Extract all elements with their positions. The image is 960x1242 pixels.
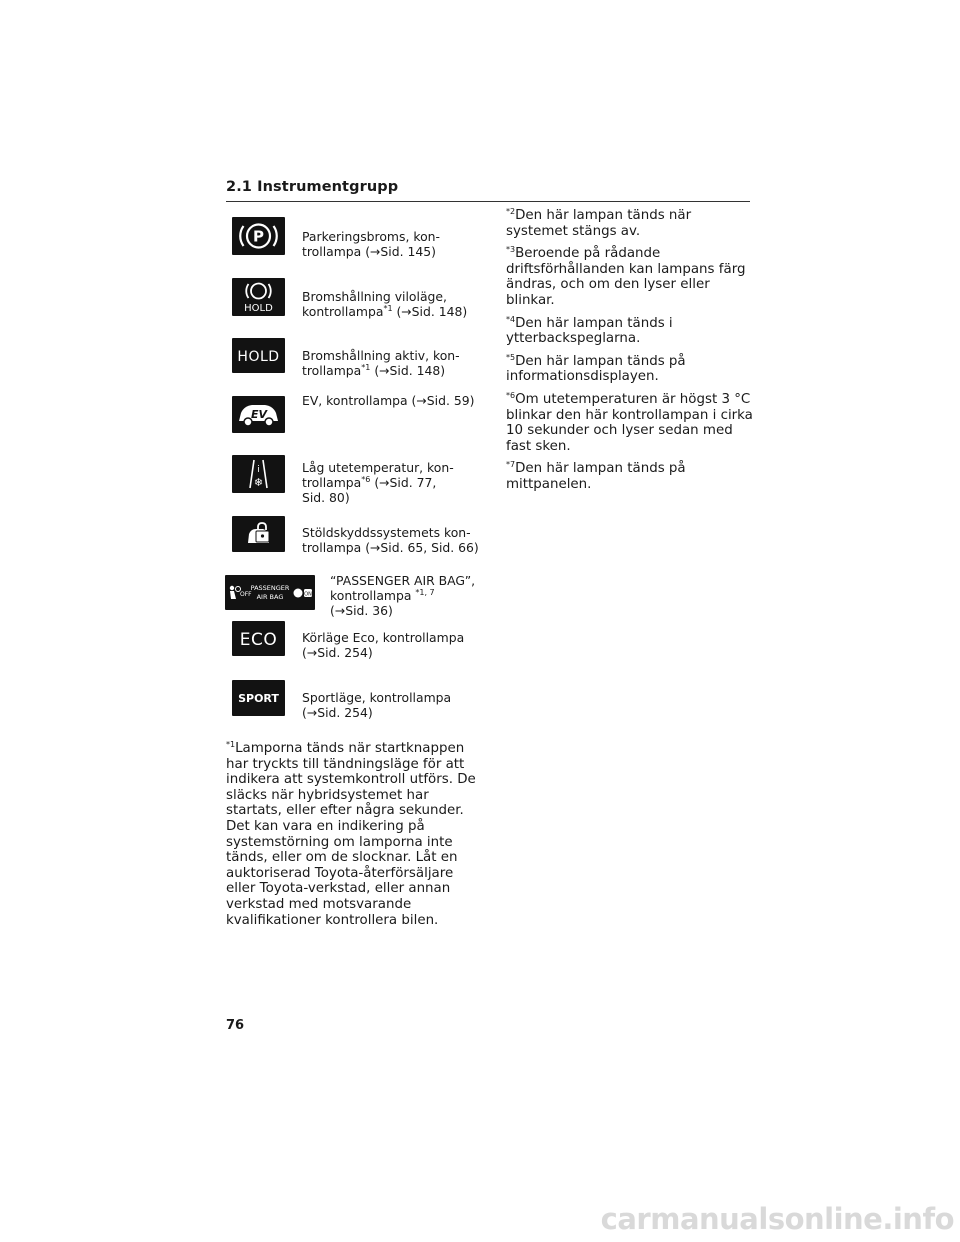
brake-hold-standby-icon <box>232 278 285 316</box>
airbag-on-label: ON <box>304 591 312 598</box>
svg-text:P: P <box>253 227 264 246</box>
footnote-1: $^{*1}$Lamporna tänds när startknappen har tryckts till tändningsläge för att indikera att systemkontroll utförs. De släcks när hybridsystemet har startats, eller efter några sekunder. Det kan vara en indikering på systemstörning om lamporna inte tänds, eller om de slocknar. Låt en auktoriserad Toyota-återförsäljare eller Toyota-verkstad, eller annan verkstad med motsvarande kvalifikationer kontrollera bilen. <box>226 740 476 928</box>
sport-mode-icon <box>232 680 285 716</box>
svg-text:i: i <box>257 465 260 475</box>
hold-label: HOLD <box>237 349 280 365</box>
indicator-desc: Parkeringsbroms, kon- trollampa (→Sid. 145) <box>302 229 440 259</box>
indicator-desc: Körläge Eco, kontrollampa (→Sid. 254) <box>302 630 465 660</box>
eco-mode-icon <box>232 621 285 656</box>
footnotes-right <box>506 208 754 500</box>
footnote-7: $^{*7}$Den här lampan tänds på mittpanelen. <box>506 460 686 492</box>
ev-label: EV <box>250 408 268 421</box>
watermark: carmanualsonline.info <box>600 1202 954 1236</box>
low-temperature-icon <box>232 455 285 493</box>
brake-hold-active-icon <box>232 338 285 373</box>
indicator-desc: Bromshållning viloläge, kontrollampa$^{*1}$ (→Sid. 148) <box>302 289 468 319</box>
section-title: 2.1 Instrumentgrupp <box>226 179 399 195</box>
indicator-desc: Låg utetemperatur, kon- trollampa$^{*6}$ (→Sid. 77, Sid. 80) <box>302 460 454 505</box>
footnote-6: $^{*6}$Om utetemperaturen är högst 3 °C blinkar den här kontrollampan i cirka 10 sekunder och lyser sedan med fast sken. <box>506 390 753 454</box>
footnote-5: $^{*5}$Den här lampan tänds på informationsdisplayen. <box>506 352 686 385</box>
passenger-airbag-icon <box>225 575 315 610</box>
hold-small-label: HOLD <box>244 303 273 314</box>
airbag-off-label: OFF <box>240 591 252 598</box>
parking-brake-icon <box>232 217 285 255</box>
section-header <box>226 179 750 202</box>
page-number: 76 <box>226 1018 245 1033</box>
sport-label: SPORT <box>238 692 279 705</box>
ev-car-icon <box>232 396 285 433</box>
eco-label: ECO <box>239 630 278 650</box>
indicator-desc: Sportläge, kontrollampa (→Sid. 254) <box>302 690 452 720</box>
indicator-desc: Bromshållning aktiv, kon- trollampa$^{*1}$ (→Sid. 148) <box>302 348 460 378</box>
svg-text:❄: ❄ <box>253 476 264 489</box>
security-lock-icon <box>232 516 285 552</box>
airbag-label-bottom: AIR BAG <box>256 593 284 601</box>
airbag-label-top: PASSENGER <box>250 584 290 592</box>
footnote-2: $^{*2}$Den här lampan tänds när systemet stängs av. <box>506 207 692 239</box>
footnote-4: $^{*4}$Den här lampan tänds i ytterbackspeglarna. <box>506 314 673 347</box>
footnote-3: $^{*3}$Beroende på rådande driftsförhållanden kan lampans färg ändras, och om den lyser eller blinkar. <box>506 245 746 308</box>
indicator-desc: EV, kontrollampa (→Sid. 59) <box>302 393 475 408</box>
indicator-desc: “PASSENGER AIR BAG”, kontrollampa $^{*1, 7}$ (→Sid. 36) <box>330 573 476 618</box>
indicator-desc: Stöldskyddssystemets kon- trollampa (→Sid. 65, Sid. 66) <box>302 525 479 555</box>
